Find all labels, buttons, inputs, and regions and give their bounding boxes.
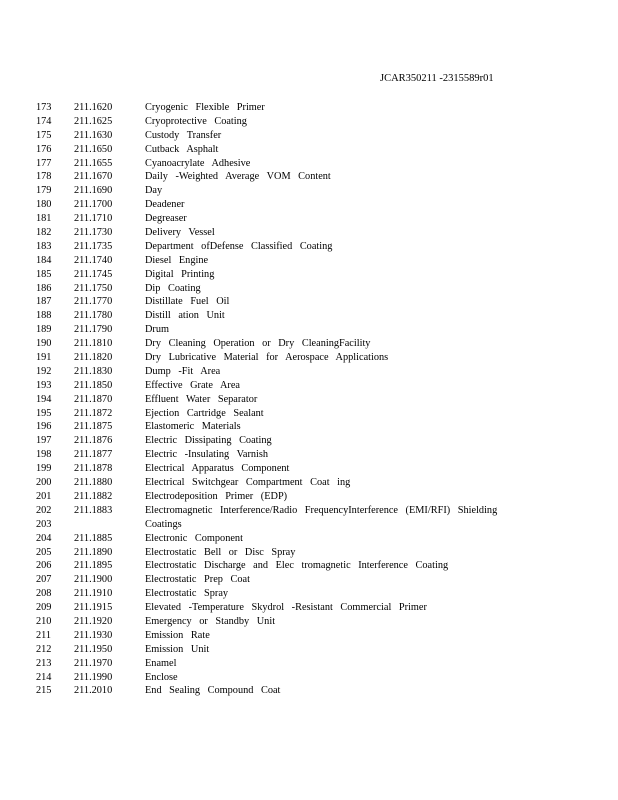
section-title: Electrostatic Bell or Disc Spray	[145, 546, 296, 558]
section-title: Dump -Fit Area	[145, 365, 221, 377]
section-number: 211.1915	[74, 602, 113, 614]
line-number: 200	[36, 477, 52, 489]
section-number: 211.1750	[74, 282, 113, 294]
list-item	[36, 448, 596, 462]
section-number: 211.1740	[74, 254, 113, 266]
section-title: Dip Coating	[145, 282, 201, 294]
section-title: Elevated -Temperature Skydrol -Resistant Commercial Primer	[145, 602, 427, 614]
section-number: 211.1910	[74, 588, 113, 600]
list-item	[36, 643, 596, 657]
section-title: End Sealing Compound Coat	[145, 685, 281, 697]
line-number: 175	[36, 129, 52, 141]
list-item	[36, 657, 596, 671]
list-item	[36, 393, 596, 407]
line-number: 203	[36, 518, 52, 530]
list-item	[36, 532, 596, 546]
section-number: 211.1950	[74, 643, 113, 655]
line-number: 205	[36, 546, 52, 558]
line-number: 214	[36, 671, 52, 683]
section-title: Drum	[145, 324, 170, 336]
section-number: 211.1730	[74, 227, 113, 239]
section-title: Distill ation Unit	[145, 310, 225, 322]
section-number: 211.1650	[74, 143, 113, 155]
section-title: Ejection Cartridge Sealant	[145, 407, 264, 419]
section-number: 211.1878	[74, 463, 113, 475]
section-title: Emergency or Standby Unit	[145, 615, 276, 627]
section-title: Electrical Switchgear Compartment Coat ing	[145, 477, 351, 489]
list-item	[36, 212, 596, 226]
line-number: 184	[36, 254, 52, 266]
line-number: 179	[36, 185, 52, 197]
section-number: 211.1895	[74, 560, 113, 572]
list-item	[36, 282, 596, 296]
definition-list	[36, 101, 596, 698]
list-item	[36, 351, 596, 365]
section-number: 211.1790	[74, 324, 113, 336]
line-number: 176	[36, 143, 52, 155]
section-number: 211.1930	[74, 629, 113, 641]
line-number: 198	[36, 449, 52, 461]
section-title: Enclose	[145, 671, 178, 683]
section-title: Elastomeric Materials	[145, 421, 241, 433]
list-item	[36, 226, 596, 240]
line-number: 208	[36, 588, 52, 600]
section-number: 211.1990	[74, 671, 113, 683]
line-number: 206	[36, 560, 52, 572]
section-title: Digital Printing	[145, 268, 215, 280]
section-title: Day	[145, 185, 163, 197]
list-item	[36, 184, 596, 198]
section-title: Cryoprotective Coating	[145, 115, 247, 127]
section-number: 211.1630	[74, 129, 113, 141]
line-number: 190	[36, 338, 52, 350]
section-number: 211.1850	[74, 379, 113, 391]
line-number: 189	[36, 324, 52, 336]
section-title: Cryogenic Flexible Primer	[145, 102, 265, 113]
section-title: Diesel Engine	[145, 254, 209, 266]
list-item	[36, 115, 596, 129]
line-number: 196	[36, 421, 52, 433]
line-number: 177	[36, 157, 52, 169]
section-title: Delivery Vessel	[145, 227, 215, 239]
line-number: 182	[36, 227, 52, 239]
section-number: 211.1770	[74, 296, 113, 308]
line-number: 178	[36, 171, 52, 183]
list-item	[36, 504, 596, 518]
section-number: 211.1875	[74, 421, 113, 433]
section-title: Degreaser	[145, 213, 187, 225]
section-title: Custody Transfer	[145, 129, 222, 141]
line-number: 209	[36, 602, 52, 614]
line-number: 210	[36, 615, 52, 627]
section-number: 211.2010	[74, 685, 113, 697]
section-title: Electrodeposition Primer (EDP)	[145, 490, 288, 502]
section-number: 211.1780	[74, 310, 113, 322]
line-number: 202	[36, 504, 52, 516]
section-number: 211.1970	[74, 657, 113, 669]
line-number: 180	[36, 199, 52, 211]
section-title: Electrostatic Spray	[145, 588, 229, 600]
list-item	[36, 309, 596, 323]
section-title: Cutback Asphalt	[145, 143, 219, 155]
list-item	[36, 295, 596, 309]
section-number: 211.1872	[74, 407, 113, 419]
section-number: 211.1883	[74, 504, 113, 516]
list-item	[36, 615, 596, 629]
section-title: Electric -Insulating Varnish	[145, 449, 269, 461]
section-number: 211.1735	[74, 240, 113, 252]
section-number: 211.1710	[74, 213, 113, 225]
list-item	[36, 337, 596, 351]
list-item	[36, 476, 596, 490]
list-item	[36, 198, 596, 212]
list-item	[36, 490, 596, 504]
section-number: 211.1690	[74, 185, 113, 197]
section-title: Daily -Weighted Average VOM Content	[145, 171, 331, 183]
list-item	[36, 518, 596, 532]
section-title: Coatings	[145, 518, 182, 530]
list-item	[36, 365, 596, 379]
line-number: 212	[36, 643, 52, 655]
section-title: Electrostatic Discharge and Elec tromagnetic Interference Coating	[145, 560, 449, 572]
document-id: JCAR350211 -2315589r01	[380, 73, 494, 84]
list-item	[36, 157, 596, 171]
line-number: 201	[36, 490, 52, 502]
list-item	[36, 573, 596, 587]
section-number: 211.1700	[74, 199, 113, 211]
line-number: 188	[36, 310, 52, 322]
list-item	[36, 323, 596, 337]
section-title: Effective Grate Area	[145, 379, 240, 391]
section-number: 211.1900	[74, 574, 113, 586]
list-item	[36, 629, 596, 643]
section-title: Electric Dissipating Coating	[145, 435, 272, 447]
section-number: 211.1876	[74, 435, 113, 447]
section-title: Department ofDefense Classified Coating	[145, 240, 333, 252]
section-title: Dry Cleaning Operation or Dry CleaningFacility	[145, 338, 371, 350]
line-number: 204	[36, 532, 52, 544]
section-title: Electromagnetic Interference/Radio FrequencyInterference (EMI/RFI) Shielding	[145, 504, 498, 516]
line-number: 191	[36, 352, 52, 364]
section-number: 211.1870	[74, 393, 113, 405]
section-title: Enamel	[145, 657, 177, 669]
section-number: 211.1625	[74, 115, 113, 127]
list-item	[36, 462, 596, 476]
list-item	[36, 101, 596, 115]
line-number: 215	[36, 685, 52, 697]
section-title: Dry Lubricative Material for Aerospace Applications	[145, 352, 389, 364]
line-number: 213	[36, 657, 52, 669]
list-item	[36, 129, 596, 143]
section-number: 211.1670	[74, 171, 113, 183]
list-item	[36, 434, 596, 448]
line-number: 197	[36, 435, 52, 447]
section-number: 211.1810	[74, 338, 113, 350]
list-item	[36, 407, 596, 421]
section-title: Electronic Component	[145, 532, 243, 544]
section-number: 211.1655	[74, 157, 113, 169]
line-number: 186	[36, 282, 52, 294]
list-item	[36, 671, 596, 685]
line-number: 192	[36, 365, 52, 377]
section-number: 211.1820	[74, 352, 113, 364]
line-number: 195	[36, 407, 52, 419]
line-number: 174	[36, 115, 52, 127]
section-title: Electrical Apparatus Component	[145, 463, 290, 475]
list-item	[36, 587, 596, 601]
section-title: Cyanoacrylate Adhesive	[145, 157, 251, 169]
line-number: 194	[36, 393, 52, 405]
line-number: 183	[36, 240, 52, 252]
list-item	[36, 143, 596, 157]
list-item	[36, 170, 596, 184]
list-item	[36, 684, 596, 698]
line-number: 193	[36, 379, 52, 391]
list-item	[36, 559, 596, 573]
line-number: 207	[36, 574, 52, 586]
line-number: 211	[36, 629, 52, 641]
section-number: 211.1830	[74, 365, 113, 377]
list-item	[36, 601, 596, 615]
list-item	[36, 420, 596, 434]
section-title: Deadener	[145, 199, 185, 211]
section-number: 211.1620	[74, 102, 113, 113]
line-number: 199	[36, 463, 52, 475]
list-item	[36, 268, 596, 282]
list-item	[36, 546, 596, 560]
line-number: 173	[36, 102, 52, 113]
list-item	[36, 379, 596, 393]
section-number: 211.1880	[74, 477, 113, 489]
section-number: 211.1920	[74, 615, 113, 627]
section-number: 211.1882	[74, 490, 113, 502]
list-item	[36, 254, 596, 268]
line-number: 185	[36, 268, 52, 280]
section-number: 211.1890	[74, 546, 113, 558]
section-title: Distillate Fuel Oil	[145, 296, 230, 308]
section-number: 211.1745	[74, 268, 113, 280]
section-title: Electrostatic Prep Coat	[145, 574, 250, 586]
list-item	[36, 240, 596, 254]
line-number: 187	[36, 296, 52, 308]
section-title: Effluent Water Separator	[145, 393, 258, 405]
section-number: 211.1885	[74, 532, 113, 544]
section-number: 211.1877	[74, 449, 113, 461]
line-number: 181	[36, 213, 52, 225]
section-title: Emission Unit	[145, 643, 210, 655]
section-title: Emission Rate	[145, 629, 210, 641]
